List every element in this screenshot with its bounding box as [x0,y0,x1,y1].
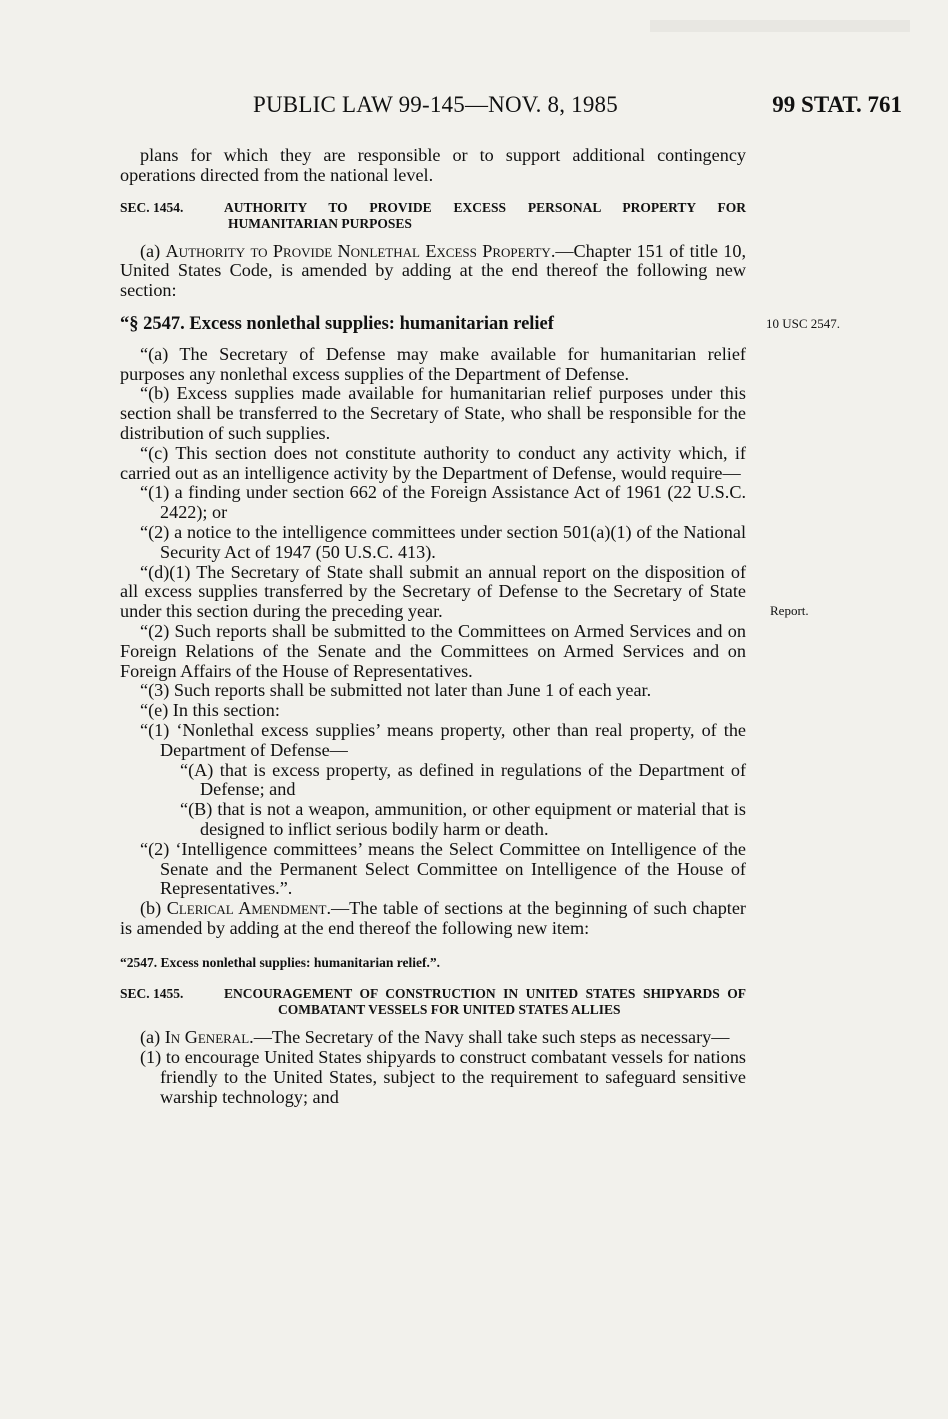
para-e2: “(2) ‘Intelligence committees’ means the Select Committee on Intelligence of the Senate and the Permanent Select Committee on Intelligence of the House of Representatives.”. [140,838,746,899]
intro-paragraph: plans for which they are responsible or to support additional contingency operations directed from the national level. [120,145,746,185]
subsection-b-heading: Clerical Amendment [166,898,327,919]
bleed-through-mark [650,20,910,32]
subsection-a2-heading: In General [164,1027,250,1048]
clerical-item: “2547. Excess nonlethal supplies: humanitarian relief.”. [120,954,441,970]
para-a2-1: (1) to encourage United States shipyards to construct combatant vessels for nations friendly to the United States, subject to the requirement to safeguard sensitive warship technology; and [140,1047,746,1107]
subsection-a-prefix: (a) [140,240,166,261]
para-e: “(e) In this section: [140,700,280,721]
running-header-title: PUBLIC LAW 99-145—NOV. 8, 1985 [253,92,618,117]
section-1455-number: SEC. 1455. [120,986,184,1002]
para-b: “(b) Excess supplies made available for humanitarian relief purposes under this section shall be transferred to the Secretary of State, who shall be responsible for the distribution of such supplies. [120,383,746,443]
section-2547-heading: “§ 2547. Excess nonlethal supplies: humanitarian relief [120,313,554,334]
para-d3: “(3) Such reports shall be submitted not later than June 1 of each year. [140,680,652,701]
subsection-b-paragraph [120,899,746,939]
subsection-a-text: .—Chapter 151 of title 10, United States Code, is amended by adding at the end thereof the following new section: [120,240,747,301]
section-1454-title: AUTHORITY TO PROVIDE EXCESS PERSONAL PROPERTY FOR HUMANITARIAN PURPOSES [224,199,746,231]
body-text [120,146,746,1108]
subsection-a-heading: Authority to Provide Nonlethal Excess Property [165,240,551,261]
subsection-a-paragraph [120,242,746,301]
subsection-a2-prefix: (a) [140,1027,165,1048]
subsection-b-text: .—The table of sections at the beginning of such chapter is amended by adding at the end thereof the following new item: [120,898,746,938]
para-d2: “(2) Such reports shall be submitted to the Committees on Armed Services and on Foreign Relations of the Senate and the Committees on Armed Services and on Foreign Affairs of the House of Representatives. [120,620,746,681]
subsection-b-prefix: (b) [140,898,167,919]
para-c1: “(1) a finding under section 662 of the Foreign Assistance Act of 1961 (22 U.S.C. 2422); or [140,482,746,523]
para-c: “(c) This section does not constitute authority to conduct any activity which, if carried out as an intelligence activity by the Department of Defense, would require— [120,442,746,483]
para-e1: “(1) ‘Nonlethal excess supplies’ means property, other than real property, of the Department of Defense— [140,719,746,760]
subsection-a2-text: .—The Secretary of the Navy shall take such steps as necessary— [249,1027,730,1048]
margin-note-usc: 10 USC 2547. [766,316,841,331]
para-e1b: “(B) that is not a weapon, ammunition, or other equipment or material that is designed to inflict serious bodily harm or death. [180,799,746,839]
para-a: “(a) The Secretary of Defense may make available for humanitarian relief purposes any nonlethal excess supplies of the Department of Defense. [120,343,746,384]
margin-note-report: Report. [770,603,809,618]
section-1455-heading [120,986,746,1018]
section-1454-number: SEC. 1454. [120,199,184,215]
para-d1: “(d)(1) The Secretary of State shall submit an annual report on the disposition of all excess supplies transferred by the Secretary of Defense to the Secretary of State under this section during the preceding year. [120,561,746,622]
section-1454-heading [120,200,746,232]
para-c2: “(2) a notice to the intelligence committees under section 501(a)(1) of the National Security Act of 1947 (50 U.S.C. 413). [140,521,746,562]
running-header-stat-page: 99 STAT. 761 [772,92,902,117]
section-1455-title: ENCOURAGEMENT OF CONSTRUCTION IN UNITED STATES SHIPYARDS OF COMBATANT VESSELS FOR UNITED STATES ALLIES [224,986,746,1018]
para-e1a: “(A) that is excess property, as defined in regulations of the Department of Defense; and [180,759,746,800]
subsection-a2-paragraph [120,1028,746,1048]
